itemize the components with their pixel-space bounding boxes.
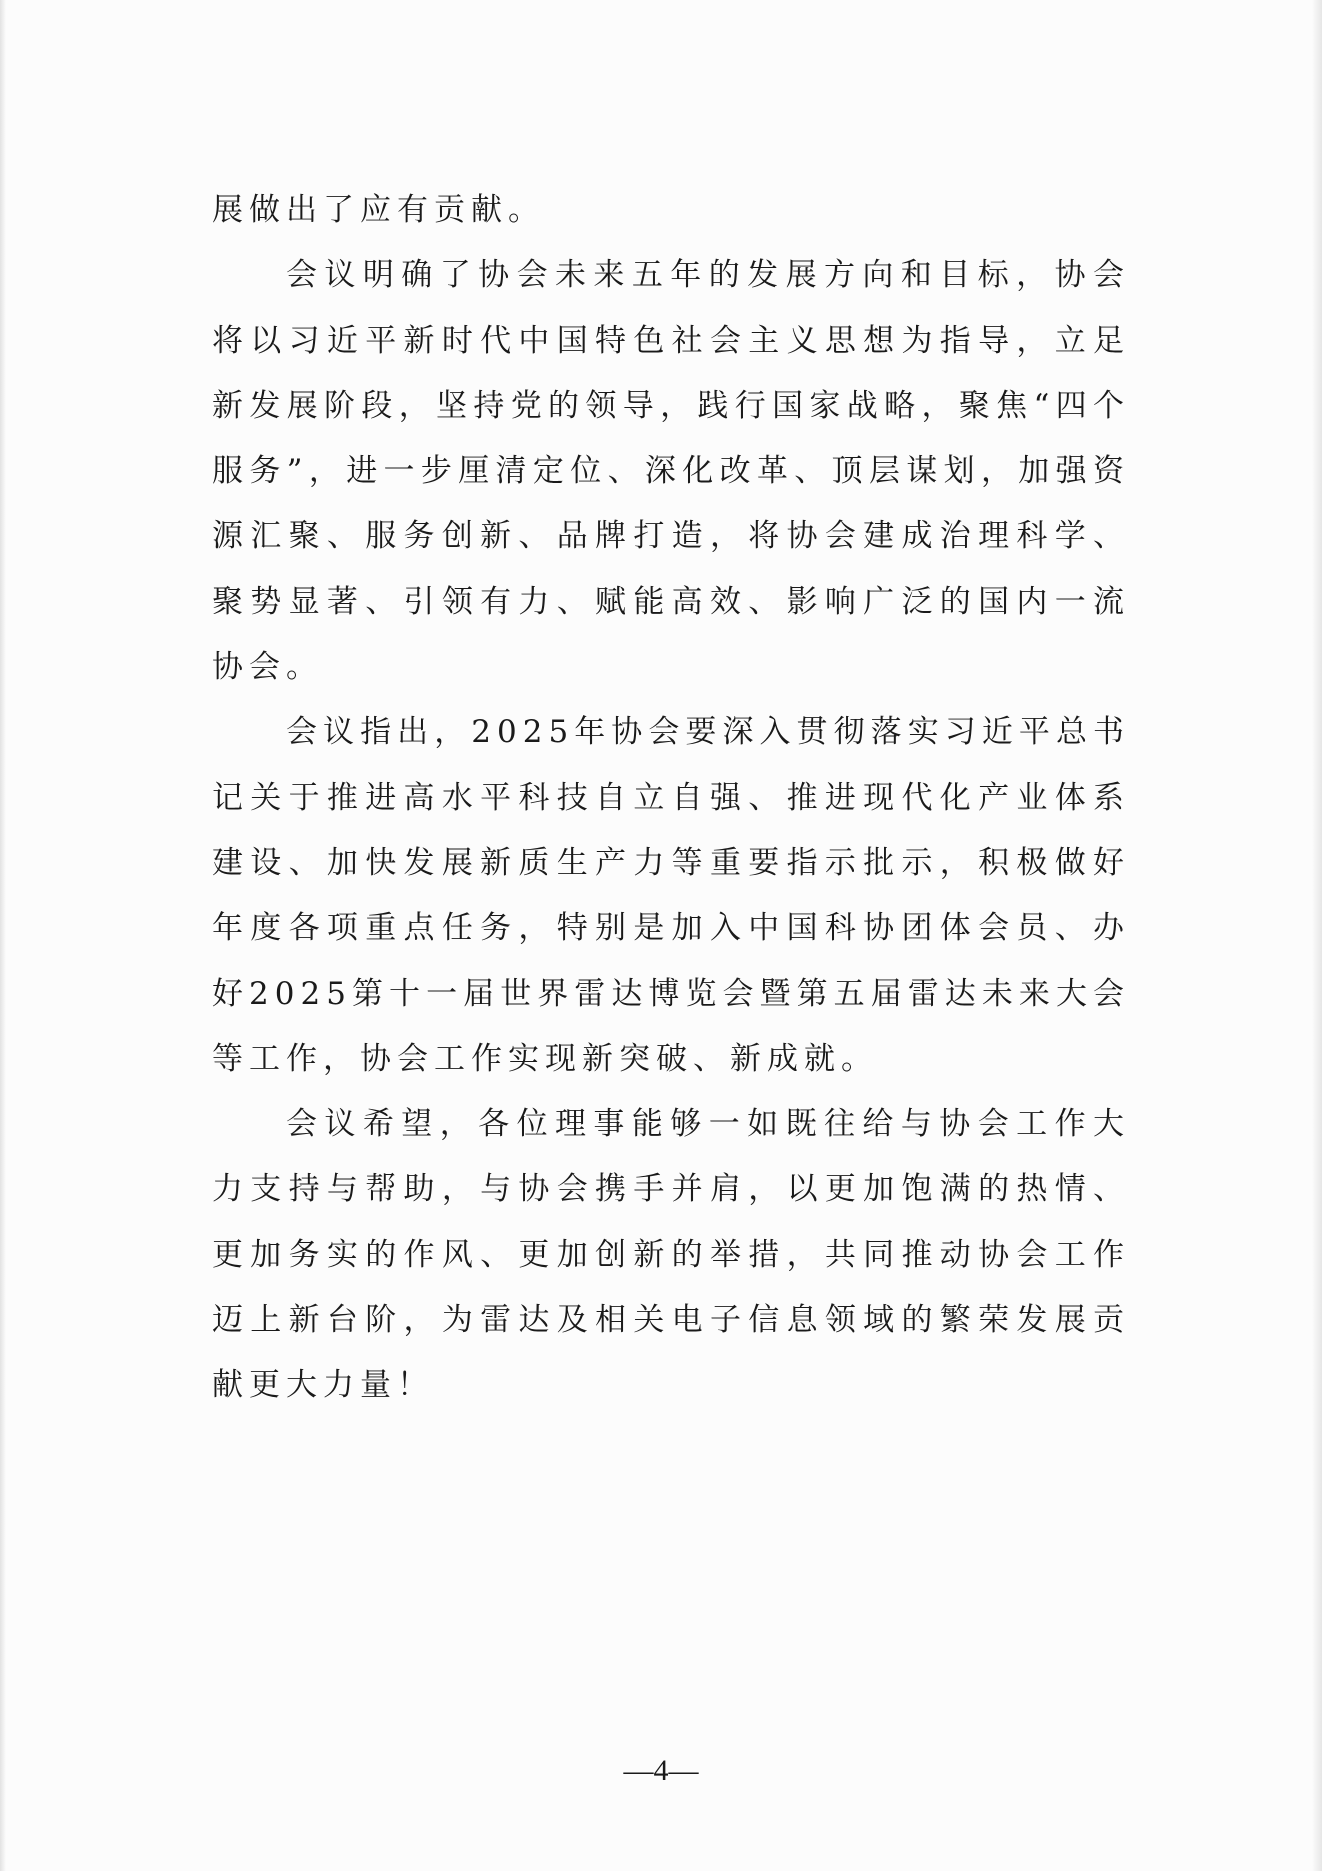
scan-edge-right xyxy=(1312,0,1322,1871)
scan-edge-left xyxy=(0,0,6,1871)
page-number: —4— xyxy=(623,1754,699,1787)
paragraph-hope: 会议希望，各位理事能够一如既往给与协会工作大力支持与帮助，与协会携手并肩，以更加饱满的热情、更加务实的作风、更加创新的举措，共同推动协会工作迈上新台阶，为雷达及相关电子信息领域的繁荣发展贡献更大力量！ xyxy=(212,1106,1130,1404)
body-text xyxy=(212,178,1130,1419)
paragraph-2025-tasks: 会议指出，2025年协会要深入贯彻落实习近平总书记关于推进高水平科技自立自强、推进现代化产业体系建设、加快发展新质生产力等重要指示批示，积极做好年度各项重点任务，特别是加入中国科协团体会员、办好2025第十一届世界雷达博览会暨第五届雷达未来大会等工作，协会工作实现新突破、新成就。 xyxy=(212,714,1130,1077)
paragraph-continuation: 展做出了应有贡献。 xyxy=(212,192,545,228)
paragraph-development-direction: 会议明确了协会未来五年的发展方向和目标，协会将以习近平新时代中国特色社会主义思想为指导，立足新发展阶段，坚持党的领导，践行国家战略，聚焦“四个服务”，进一步厘清定位、深化改革、顶层谋划，加强资源汇聚、服务创新、品牌打造，将协会建成治理科学、聚势显著、引领有力、赋能高效、影响广泛的国内一流协会。 xyxy=(212,257,1130,686)
